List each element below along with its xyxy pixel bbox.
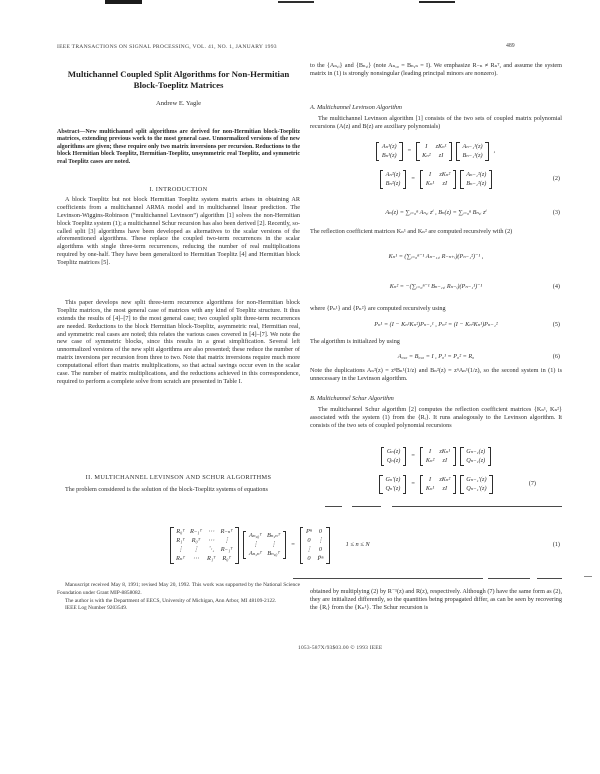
block-toeplitz-matrix: R₀ᵀ R₋₁ᵀ ⋯ R₋ₙᵀ R₁ᵀ R₀ᵀ ⋯ ⋮ ⋮ ⋮ ⋱ R₋₁ᵀ Rₙᵀ ⋯ R₁ᵀ R₀ᵀ xyxy=(170,527,239,564)
equation-4-line-1 xyxy=(310,253,562,261)
section-heading-levinson-schur: II. MULTICHANNEL LEVINSON AND SCHUR ALGORITHMS xyxy=(85,474,272,481)
intro-paragraph-1: A block Toeplitz but not block Hermitian Toeplitz system matrix arises in obtaining AR coefficients from a multichannel ARMA model and in multichannel linear prediction. The Levinson-Wiggins-Robinson (“multichannel Levinson”) algorithm [1] solves the non-Hermitian block Toeplitz system (1); a multichannel Schur recursion has also been derived [2]. Recently, so-called split [3] algorithms have been developed as alternatives to the scalar versions of the aforementioned algorithms. These replace the coupled two-term recurrences in the scalar algorithms with single three-term recurrences, reducing the number of real multiplications required by one-half. They have been generalized to Hermitian Toeplitz [4] and Hermitian block Toeplitz matrices [5]. xyxy=(57,196,300,266)
equation-1-constraint: 1 ≤ n ≤ N xyxy=(345,541,370,548)
matrix-coeff: I zKₙ¹ Kₙ² zI xyxy=(420,447,456,466)
equation-2-line-1 xyxy=(310,142,562,161)
matrix-lhs: Gₙ(z) Qₙ(z) xyxy=(381,447,407,466)
equals-sign: = xyxy=(291,541,295,548)
section2-lead: The problem considered is the solution of the block-Toeplitz systems of equations xyxy=(65,486,268,493)
subsection-b-paragraph: The multichannel Schur algorithm [2] computes the reflection coefficient matrices {Kₙ¹, Kₙ²} associated with the system (1) from the {Rᵢ}. It runs analogously to the Levinson algorithm. It consists of the two sets of coupled polynomial recursions xyxy=(310,406,562,429)
comma: , xyxy=(493,147,496,155)
equation-4-label: (4) xyxy=(552,283,560,290)
equation-3 xyxy=(310,209,562,217)
separator-rule-top xyxy=(392,506,562,507)
equation-6-label: (6) xyxy=(552,353,560,360)
equation-1-label: (1) xyxy=(552,541,560,549)
subsection-b-heading: B. Multichannel Schur Algorithm xyxy=(310,395,394,402)
separator-rule-top xyxy=(325,506,342,507)
subsection-a-paragraph: The multichannel Levinson algorithm [1] consists of the two sets of coupled matrix polynomial recursions (A(z) and B(z) are auxiliary polynomials) xyxy=(310,115,562,130)
matrix-rhs: Gₙ₋₁′(z) Qₙ₋₁′(z) xyxy=(460,475,492,494)
equation-5 xyxy=(310,321,562,329)
equals-sign: = xyxy=(411,175,415,183)
equation-1 xyxy=(168,512,562,578)
right-opening-paragraph: to the {Aₙ,ᵢ} and {Bₙ,ᵢ} (note Aₙ,₀ = Bₙ,ₙ = I). We emphasize R₋ₙ ≠ Rₙᵀ, and assume the system matrix in (1) is strongly nonsingular (leading principal minors are nonzero). xyxy=(310,62,562,77)
where-paragraph: where {Pₙ¹} and {Pₙ²} are computed recursively using xyxy=(310,305,446,312)
equation-7-label: (7) xyxy=(528,480,536,488)
separator-rule-bottom xyxy=(537,578,562,579)
equation-4-body-1: Kₙ¹ = (∑ᵢ₌₀ⁿ⁻¹ Aₙ₋₁,ᵢ R₋ₙ₊ᵢ)(Pₙ₋₁²)⁻¹ , xyxy=(388,253,484,260)
matrix-rhs: Gₙ₋₁(z) Qₙ₋₁(z) xyxy=(460,447,491,466)
footnote-affiliation: The author is with the Department of EECS, University of Michigan, Ann Arbor, MI 48109-2122. xyxy=(65,597,277,604)
duplication-note: Note the duplications Aₙ²(z) = zⁿBₙ¹(1/z) and Bₙ²(z) = zⁿAₙ¹(1/z), so the second system in (1) is unnecessary in the Levinson algorithm. xyxy=(310,367,562,382)
running-header: IEEE TRANSACTIONS ON SIGNAL PROCESSING, VOL. 41, NO. 1, JANUARY 1993 xyxy=(57,44,277,50)
page-number: 489 xyxy=(506,43,515,49)
matrix-lhs: Aₙ¹(z) Bₙ¹(z) xyxy=(376,142,403,161)
footnote-block xyxy=(57,582,300,613)
reflection-paragraph: The reflection coefficient matrices Kₙ¹ and Kₙ² are computed recursively with (2) xyxy=(310,228,513,235)
equation-5-body: Pₙ¹ = (I − Kₙ¹Kₙ²)Pₙ₋₁¹ , Pₙ² = (I − Kₙ²Kₙ¹)Pₙ₋₁² xyxy=(374,321,498,328)
equation-2-label: (2) xyxy=(552,175,560,183)
separator-rule-bottom xyxy=(293,578,483,579)
equation-5-label: (5) xyxy=(552,321,560,328)
scan-artifact-dash xyxy=(584,576,592,577)
separator-rule-bottom xyxy=(488,578,530,579)
equation-2-line-2 xyxy=(310,170,562,189)
matrix-rhs: Aₙ₋₁²(z) Bₙ₋₁²(z) xyxy=(460,170,492,189)
equals-sign: = xyxy=(411,452,415,460)
section-heading-introduction: I. INTRODUCTION xyxy=(149,186,208,193)
paper-author: Andrew E. Yagle xyxy=(155,100,202,107)
solution-matrix: Aₙ,₀ᵀ Bₙ,ₙᵀ ⋮ ⋮ Aₙ,ₙᵀ Bₙ,₀ᵀ xyxy=(243,531,286,559)
matrix-lhs: Aₙ²(z) Bₙ²(z) xyxy=(380,170,407,189)
continuation-paragraph: obtained by multiplying (2) by R⁻¹(z) and R(z), respectively. Although (7) have the same form as (2), they are initialized differently, so the quantities being propagated differ, as can be seen by recovering the {Rᵢ} from the {Kₙ¹}. The Schur recursion is xyxy=(310,588,562,611)
separator-rule-top xyxy=(352,506,381,507)
abstract: Abstract—New multichannel split algorithms are derived for non-Hermitian block-Toeplitz matrices, extending previous work to the most general case. Unnormalized versions of the new algorithms are given; these require only two matrix inversions per recursion. Reductions to the block Hermitian block Toeplitz, Hermitian-Toeplitz, unsymmetric real Toeplitz, and symmetric real Toeplitz cases are noted. xyxy=(57,129,300,165)
intro-paragraph-2: This paper develops new split three-term recurrence algorithms for non-Hermitian block Toeplitz matrices, the most general case of matrices with any kind of Toeplitz structure. It thus extends the results of [4]–[7] to the most general case; two coupled split three-term recurrences are needed. Reductions to the block Hermitian block-Toeplitz, asymmetric real, Hermitian real, and symmetric real cases are noted; this relates the various cases covered in [4]–[7]. We note the new case of symmetric blocks, since this results in a great simplification. Several left unnormalized versions of the new split algorithms are also presented; these reduce the number of matrix inversions per recursion from three to two. Note that matrix inversions require much more computational effort than matrix multiplications, so that actual savings occur even in the scalar case. The number of matrix multiplications, and the reductions achieved in this correspondence, required to perform a complete solve from scratch are presented in Table I. xyxy=(57,299,300,385)
equation-3-label: (3) xyxy=(552,209,560,216)
equation-6-body: A₀,₀ = B₀,₀ = I , P₀¹ = P₀² = R₀ xyxy=(397,353,475,360)
equation-7-line-2 xyxy=(310,475,562,494)
equation-4-body-2: Kₙ² = −(∑ᵢ₌₀ⁿ⁻¹ Bₙ₋₁,ᵢ Rₙ₋ᵢ)(Pₙ₋₁¹)⁻¹ xyxy=(389,283,483,290)
matrix-coeff: I zKₙ¹ Kₙ² zI xyxy=(416,142,452,161)
init-paragraph: The algorithm is initialized by using xyxy=(310,338,400,345)
equation-3-body: Aₙ(z) = ∑ᵢ₌₀ⁿ Aₙ,ᵢ zⁱ , Bₙ(z) = ∑ᵢ₌₀ⁿ Bₙ,ᵢ zⁱ xyxy=(385,209,487,216)
equals-sign: = xyxy=(411,480,415,488)
equation-4-line-2 xyxy=(310,283,562,291)
matrix-coeff: I zKₙ² Kₙ¹ zI xyxy=(420,475,456,494)
prediction-error-matrix: Pⁿ 0 0 ⋮ ⋮ 0 0 P̄ⁿ xyxy=(300,527,330,564)
subsection-a-heading: A. Multichannel Levinson Algorithm xyxy=(310,104,402,111)
matrix-rhs: Aₙ₋₁¹(z) Bₙ₋₁¹(z) xyxy=(456,142,488,161)
equation-7-line-1 xyxy=(310,447,562,466)
footnote-log-number: IEEE Log Number 9203549. xyxy=(65,605,128,612)
matrix-coeff: I zKₙ² Kₙ¹ zI xyxy=(420,170,456,189)
equation-6 xyxy=(310,353,562,361)
copyright-line: 1053-587X/93$03.00 © 1993 IEEE xyxy=(298,645,383,651)
paper-title: Multichannel Coupled Split Algorithms for Non-Hermitian Block-Toeplitz Matrices xyxy=(67,69,290,91)
equals-sign: = xyxy=(407,147,412,155)
footnote-manuscript: Manuscript received May 8, 1991; revised May 20, 1992. This work was supported by the National Science Foundation under Grant MIP-8858082. xyxy=(57,582,300,596)
matrix-lhs: Gₙ′(z) Qₙ′(z) xyxy=(379,475,406,494)
